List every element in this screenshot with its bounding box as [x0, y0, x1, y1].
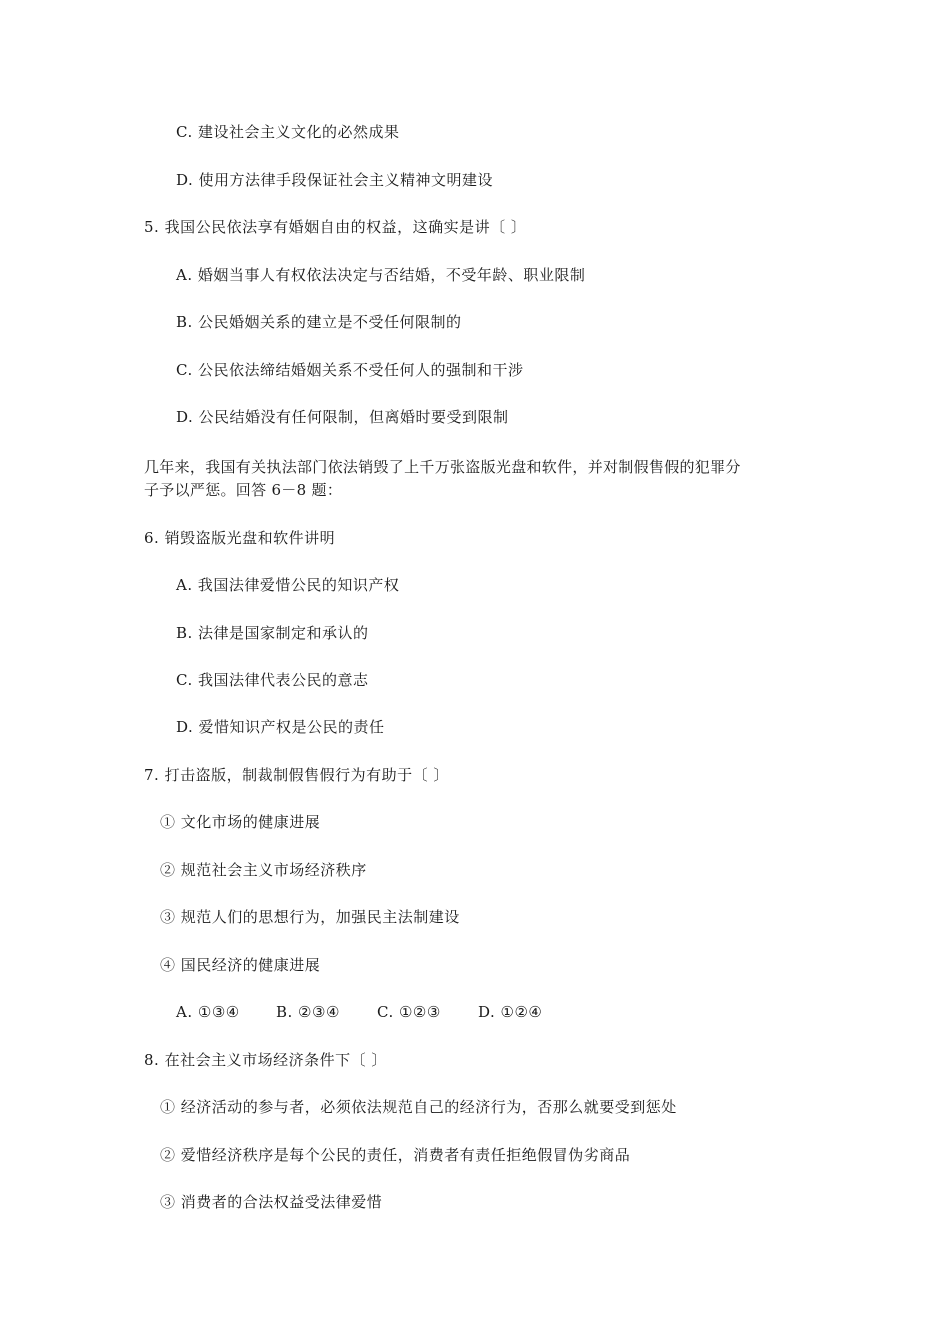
q7-option-d: D. ①②④ [478, 1003, 543, 1021]
q7-option-a: A. ①③④ [176, 1003, 240, 1021]
q6-option-b: B. 法律是国家制定和承认的 [176, 624, 369, 642]
q7-item-4: ④ 国民经济的健康进展 [160, 956, 321, 974]
q6-stem: 6. 销毁盗版光盘和软件讲明 [144, 529, 336, 547]
q7-item-3: ③ 规范人们的思想行为，加强民主法制建设 [160, 908, 460, 926]
passage-line-1: 几年来，我国有关执法部门依法销毁了上千万张盗版光盘和软件，并对制假售假的犯罪分 [144, 458, 741, 476]
q5-option-c: C. 公民依法缔结婚姻关系不受任何人的强制和干涉 [176, 361, 524, 379]
q6-option-d: D. 爱惜知识产权是公民的责任 [176, 718, 385, 736]
q5-option-d: D. 公民结婚没有任何限制，但离婚时要受到限制 [176, 408, 509, 426]
q8-item-1: ① 经济活动的参与者，必须依法规范自己的经济行为，否那么就要受到惩处 [160, 1098, 677, 1116]
q7-item-2: ② 规范社会主义市场经济秩序 [160, 861, 367, 879]
q4-option-c: C. 建设社会主义文化的必然成果 [176, 123, 400, 141]
q7-option-c: C. ①②③ [377, 1003, 441, 1021]
q7-stem: 7. 打击盗版，制裁制假售假行为有助于〔 〕 [144, 766, 449, 784]
q5-stem: 5. 我国公民依法享有婚姻自由的权益，这确实是讲〔 〕 [144, 218, 527, 236]
q7-option-b: B. ②③④ [276, 1003, 340, 1021]
q8-item-3: ③ 消费者的合法权益受法律爱惜 [160, 1193, 383, 1211]
q6-option-c: C. 我国法律代表公民的意志 [176, 671, 369, 689]
q5-option-b: B. 公民婚姻关系的建立是不受任何限制的 [176, 313, 462, 331]
q7-item-1: ① 文化市场的健康进展 [160, 813, 321, 831]
q6-option-a: A. 我国法律爱惜公民的知识产权 [176, 576, 400, 594]
q8-stem: 8. 在社会主义市场经济条件下〔 〕 [144, 1051, 387, 1069]
passage-line-2: 子予以严惩。回答 6－8 题： [144, 481, 343, 499]
q8-item-2: ② 爱惜经济秩序是每个公民的责任，消费者有责任拒绝假冒伪劣商品 [160, 1146, 631, 1164]
q4-option-d: D. 使用方法律手段保证社会主义精神文明建设 [176, 171, 494, 189]
q5-option-a: A. 婚姻当事人有权依法决定与否结婚，不受年龄、职业限制 [176, 266, 586, 284]
